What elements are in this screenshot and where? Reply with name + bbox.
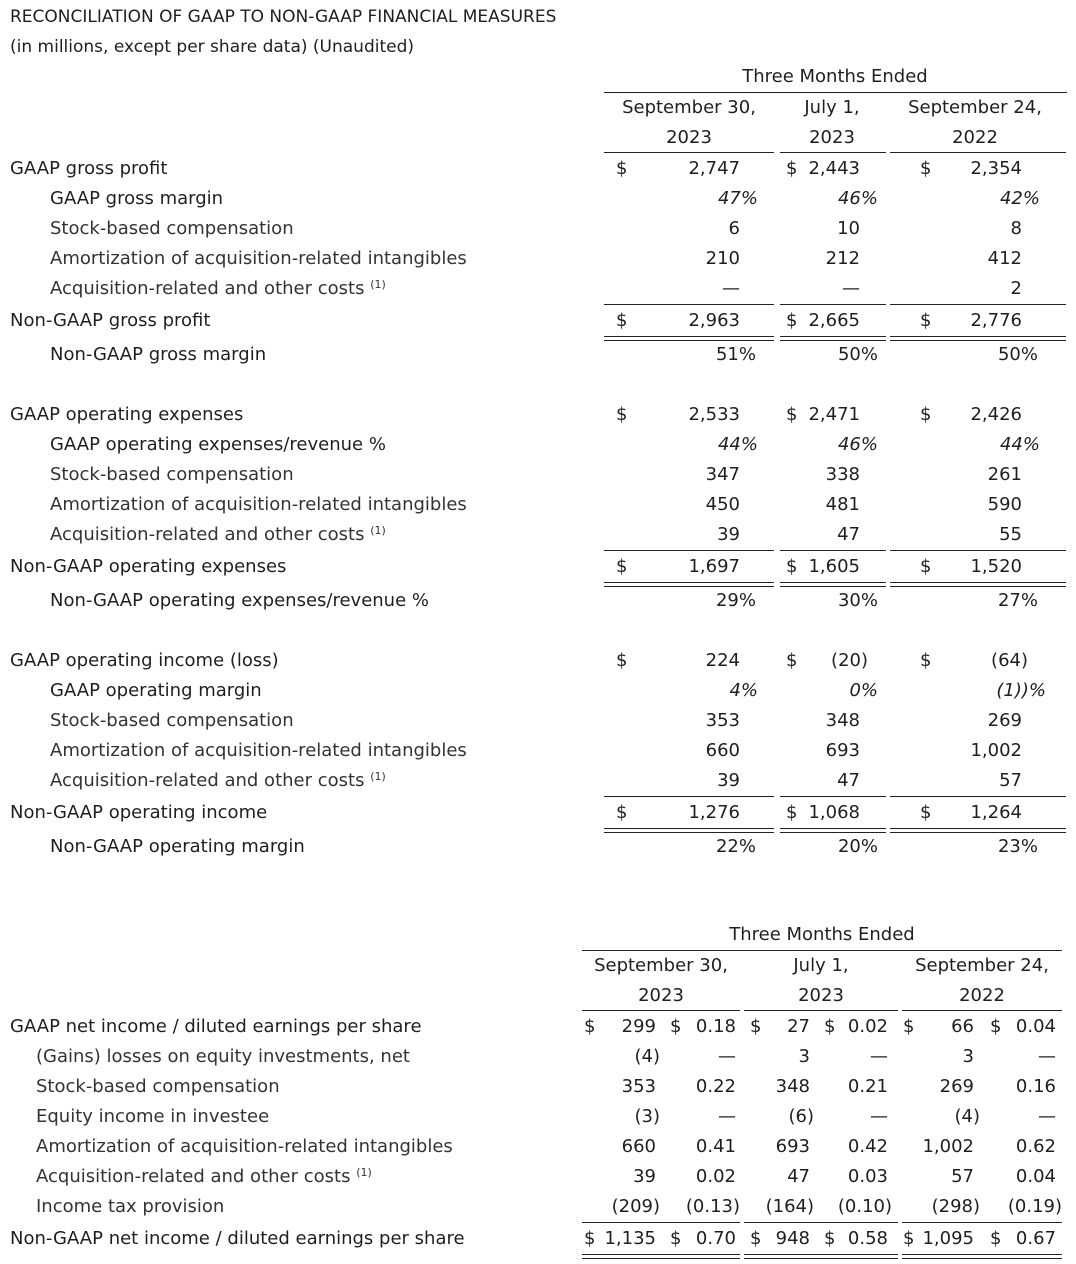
value-cell: — — [1038, 1106, 1056, 1127]
value-cell: 57 — [999, 770, 1022, 791]
value-cell: 948 — [775, 1228, 810, 1249]
value-cell: (4) — [954, 1106, 980, 1127]
value-cell: 348 — [825, 710, 860, 731]
value-cell: 29% — [715, 590, 756, 611]
value-cell: 39 — [717, 524, 740, 545]
value-cell: — — [718, 1046, 736, 1067]
row-label: Non-GAAP net income / diluted earnings per share — [10, 1228, 465, 1249]
col1-header-line1: September 30, — [622, 97, 756, 118]
subtotal-rule — [890, 796, 1066, 797]
value-cell: 2,426 — [970, 404, 1022, 425]
row-label: Non-GAAP operating expenses/revenue % — [50, 590, 429, 611]
col1-header-underline — [582, 1010, 740, 1011]
value-cell: 0.41 — [695, 1136, 736, 1157]
subtotal-rule — [890, 304, 1066, 305]
value-cell: 210 — [705, 248, 740, 269]
value-cell: 2,533 — [688, 404, 740, 425]
value-cell: 10 — [837, 218, 860, 239]
col2-header-line1: July 1, — [793, 955, 849, 976]
total-rule — [604, 828, 774, 833]
period-underline — [604, 92, 1067, 93]
col1-header-line2: 2023 — [638, 985, 684, 1006]
col2-header-line1: July 1, — [804, 97, 860, 118]
value-cell: 299 — [621, 1016, 656, 1037]
row-label: Stock-based compensation — [50, 710, 294, 731]
row-label: Income tax provision — [36, 1196, 225, 1217]
value-cell: 1,264 — [970, 802, 1022, 823]
value-cell: 55 — [999, 524, 1022, 545]
value-cell: — — [870, 1046, 888, 1067]
col1-header-line2: 2023 — [666, 127, 712, 148]
value-cell: 0.21 — [847, 1076, 888, 1097]
total-rule — [780, 336, 886, 341]
dollar-sign: $ — [786, 158, 798, 179]
value-cell: 0.02 — [695, 1166, 736, 1187]
value-cell: 44% — [999, 434, 1040, 455]
value-cell: 8 — [1010, 218, 1022, 239]
subtotal-rule — [902, 1222, 1062, 1223]
row-label: Amortization of acquisition-related intangibles — [36, 1136, 453, 1157]
footnote-marker: (1) — [356, 1166, 372, 1179]
row-label: Acquisition-related and other costs $^{(1)}$ — [36, 1166, 372, 1187]
value-cell: 0.02 — [847, 1016, 888, 1037]
value-cell: 1,095 — [922, 1228, 974, 1249]
row-label: Amortization of acquisition-related intangibles — [50, 248, 467, 269]
value-cell: (6) — [788, 1106, 814, 1127]
value-cell: — — [1038, 1046, 1056, 1067]
value-cell: 0.18 — [695, 1016, 736, 1037]
col2-header-line2: 2023 — [798, 985, 844, 1006]
value-cell: (3) — [634, 1106, 660, 1127]
value-cell: (0.19) — [1007, 1196, 1062, 1217]
value-cell: 212 — [825, 248, 860, 269]
dollar-sign: $ — [750, 1228, 762, 1249]
dollar-sign: $ — [670, 1228, 682, 1249]
period-underline-2 — [582, 950, 1062, 951]
report-subtitle: (in millions, except per share data) (Unaudited) — [10, 37, 415, 57]
col1-header-underline — [604, 152, 774, 153]
row-label: Stock-based compensation — [50, 218, 294, 239]
value-cell: 57 — [951, 1166, 974, 1187]
col3-header-line1: September 24, — [908, 97, 1042, 118]
value-cell: 0.67 — [1015, 1228, 1056, 1249]
col1-header-line1: September 30, — [594, 955, 728, 976]
value-cell: (298) — [931, 1196, 980, 1217]
total-rule — [780, 828, 886, 833]
total-rule — [604, 582, 774, 587]
row-label: Amortization of acquisition-related intangibles — [50, 494, 467, 515]
subtotal-rule — [890, 550, 1066, 551]
value-cell: 0.04 — [1015, 1016, 1056, 1037]
value-cell: 47 — [837, 770, 860, 791]
subtotal-rule — [604, 796, 774, 797]
row-label: Non-GAAP gross profit — [10, 310, 211, 331]
dollar-sign: $ — [616, 158, 628, 179]
value-cell: 22% — [715, 836, 756, 857]
value-cell: 693 — [825, 740, 860, 761]
dollar-sign: $ — [616, 310, 628, 331]
value-cell: 2,443 — [808, 158, 860, 179]
value-cell: 261 — [987, 464, 1022, 485]
dollar-sign: $ — [786, 802, 798, 823]
total-rule — [890, 828, 1066, 833]
row-label: Non-GAAP operating margin — [50, 836, 305, 857]
value-cell: 1,276 — [688, 802, 740, 823]
col2-header-underline — [780, 152, 886, 153]
value-cell: 30% — [837, 590, 878, 611]
value-cell: 0.22 — [695, 1076, 736, 1097]
footnote-marker: (1) — [370, 770, 386, 783]
period-header: Three Months Ended — [742, 66, 928, 87]
row-label: GAAP operating expenses/revenue % — [50, 434, 386, 455]
dollar-sign: $ — [616, 650, 628, 671]
dollar-sign: $ — [990, 1016, 1002, 1037]
value-cell: 481 — [825, 494, 860, 515]
value-cell: 1,002 — [922, 1136, 974, 1157]
value-cell: 0% — [849, 680, 878, 701]
subtotal-rule — [604, 304, 774, 305]
dollar-sign: $ — [903, 1228, 915, 1249]
value-cell: 353 — [621, 1076, 656, 1097]
value-cell: 590 — [987, 494, 1022, 515]
value-cell: 46% — [837, 188, 878, 209]
value-cell: (0.13) — [685, 1196, 740, 1217]
value-cell: 693 — [775, 1136, 810, 1157]
value-cell: 0.16 — [1015, 1076, 1056, 1097]
dollar-sign: $ — [616, 802, 628, 823]
row-label: Non-GAAP operating income — [10, 802, 268, 823]
value-cell: (0.10) — [837, 1196, 892, 1217]
dollar-sign: $ — [786, 556, 798, 577]
subtotal-rule — [582, 1222, 740, 1223]
dollar-sign: $ — [670, 1016, 682, 1037]
value-cell: 0.58 — [847, 1228, 888, 1249]
row-label: Stock-based compensation — [36, 1076, 280, 1097]
value-cell: 224 — [705, 650, 740, 671]
dollar-sign: $ — [584, 1016, 596, 1037]
row-label: GAAP gross margin — [50, 188, 224, 209]
subtotal-rule — [744, 1222, 898, 1223]
report-title: RECONCILIATION OF GAAP TO NON-GAAP FINANCIAL MEASURES — [10, 7, 557, 27]
value-cell: 47% — [717, 188, 758, 209]
value-cell: 20% — [837, 836, 878, 857]
value-cell: — — [718, 1106, 736, 1127]
value-cell: 450 — [705, 494, 740, 515]
dollar-sign: $ — [920, 310, 932, 331]
value-cell: (209) — [611, 1196, 660, 1217]
row-label: GAAP operating expenses — [10, 404, 244, 425]
value-cell: 412 — [987, 248, 1022, 269]
value-cell: 4% — [729, 680, 758, 701]
value-cell: 27% — [997, 590, 1038, 611]
value-cell: 0.42 — [847, 1136, 888, 1157]
value-cell: 269 — [939, 1076, 974, 1097]
value-cell: 347 — [705, 464, 740, 485]
row-label: Amortization of acquisition-related intangibles — [50, 740, 467, 761]
footnote-marker: (1) — [370, 278, 386, 291]
subtotal-rule — [604, 550, 774, 551]
value-cell: 269 — [987, 710, 1022, 731]
dollar-sign: $ — [990, 1228, 1002, 1249]
value-cell: 2,747 — [688, 158, 740, 179]
dollar-sign: $ — [920, 650, 932, 671]
total-rule — [744, 1254, 898, 1259]
value-cell: 47 — [787, 1166, 810, 1187]
subtotal-rule — [780, 550, 886, 551]
value-cell: 0.70 — [695, 1228, 736, 1249]
row-label: Stock-based compensation — [50, 464, 294, 485]
dollar-sign: $ — [920, 404, 932, 425]
value-cell: 338 — [825, 464, 860, 485]
row-label: Non-GAAP gross margin — [50, 344, 267, 365]
dollar-sign: $ — [920, 158, 932, 179]
dollar-sign: $ — [616, 556, 628, 577]
row-label: Acquisition-related and other costs $^{(1)}$ — [50, 770, 386, 791]
value-cell: 50% — [837, 344, 878, 365]
dollar-sign: $ — [903, 1016, 915, 1037]
value-cell: 2,776 — [970, 310, 1022, 331]
value-cell: 3 — [962, 1046, 974, 1067]
row-label: GAAP gross profit — [10, 158, 168, 179]
total-rule — [780, 582, 886, 587]
row-label: Acquisition-related and other costs $^{(1)}$ — [50, 278, 386, 299]
value-cell: 1,520 — [970, 556, 1022, 577]
value-cell: 3 — [798, 1046, 810, 1067]
row-label: Equity income in investee — [36, 1106, 270, 1127]
dollar-sign: $ — [616, 404, 628, 425]
value-cell: 660 — [621, 1136, 656, 1157]
row-label: GAAP operating margin — [50, 680, 262, 701]
row-label: GAAP operating income (loss) — [10, 650, 279, 671]
value-cell: 1,002 — [970, 740, 1022, 761]
col3-header-underline — [890, 152, 1066, 153]
dollar-sign: $ — [786, 310, 798, 331]
footnote-marker: (1) — [370, 524, 386, 537]
value-cell: 50% — [997, 344, 1038, 365]
col3-header-line1: September 24, — [915, 955, 1049, 976]
col3-header-underline — [902, 1010, 1062, 1011]
value-cell: 39 — [717, 770, 740, 791]
dollar-sign: $ — [920, 802, 932, 823]
value-cell: (1))% — [996, 680, 1046, 701]
value-cell: 1,068 — [808, 802, 860, 823]
subtotal-rule — [780, 304, 886, 305]
value-cell: 66 — [951, 1016, 974, 1037]
dollar-sign: $ — [920, 556, 932, 577]
col2-header-underline — [744, 1010, 898, 1011]
value-cell: 27 — [787, 1016, 810, 1037]
col3-header-line2: 2022 — [959, 985, 1005, 1006]
value-cell: 2,471 — [808, 404, 860, 425]
value-cell: (20) — [831, 650, 868, 671]
value-cell: 51% — [715, 344, 756, 365]
value-cell: 1,697 — [688, 556, 740, 577]
value-cell: 2 — [1010, 278, 1022, 299]
value-cell: 660 — [705, 740, 740, 761]
total-rule — [890, 336, 1066, 341]
value-cell: 348 — [775, 1076, 810, 1097]
col3-header-line2: 2022 — [952, 127, 998, 148]
value-cell: 23% — [997, 836, 1038, 857]
value-cell: 39 — [633, 1166, 656, 1187]
row-label: (Gains) losses on equity investments, net — [36, 1046, 410, 1067]
value-cell: 0.03 — [847, 1166, 888, 1187]
value-cell: 44% — [717, 434, 758, 455]
value-cell: 2,354 — [970, 158, 1022, 179]
value-cell: — — [842, 278, 860, 299]
value-cell: 2,665 — [808, 310, 860, 331]
value-cell: (4) — [634, 1046, 660, 1067]
dollar-sign: $ — [750, 1016, 762, 1037]
total-rule — [890, 582, 1066, 587]
value-cell: 0.62 — [1015, 1136, 1056, 1157]
period-header-2: Three Months Ended — [729, 924, 915, 945]
value-cell: 2,963 — [688, 310, 740, 331]
value-cell: 1,135 — [604, 1228, 656, 1249]
value-cell: 47 — [837, 524, 860, 545]
dollar-sign: $ — [786, 650, 798, 671]
subtotal-rule — [780, 796, 886, 797]
dollar-sign: $ — [824, 1016, 836, 1037]
dollar-sign: $ — [584, 1228, 596, 1249]
value-cell: 6 — [728, 218, 740, 239]
value-cell: 42% — [999, 188, 1040, 209]
value-cell: (64) — [991, 650, 1028, 671]
value-cell: — — [870, 1106, 888, 1127]
row-label: Acquisition-related and other costs $^{(1)}$ — [50, 524, 386, 545]
value-cell: 1,605 — [808, 556, 860, 577]
total-rule — [604, 336, 774, 341]
row-label: Non-GAAP operating expenses — [10, 556, 287, 577]
value-cell: 353 — [705, 710, 740, 731]
col2-header-line2: 2023 — [809, 127, 855, 148]
dollar-sign: $ — [824, 1228, 836, 1249]
value-cell: — — [722, 278, 740, 299]
total-rule — [902, 1254, 1062, 1259]
row-label: GAAP net income / diluted earnings per share — [10, 1016, 422, 1037]
value-cell: 0.04 — [1015, 1166, 1056, 1187]
value-cell: (164) — [765, 1196, 814, 1217]
dollar-sign: $ — [786, 404, 798, 425]
value-cell: 46% — [837, 434, 878, 455]
total-rule — [582, 1254, 740, 1259]
